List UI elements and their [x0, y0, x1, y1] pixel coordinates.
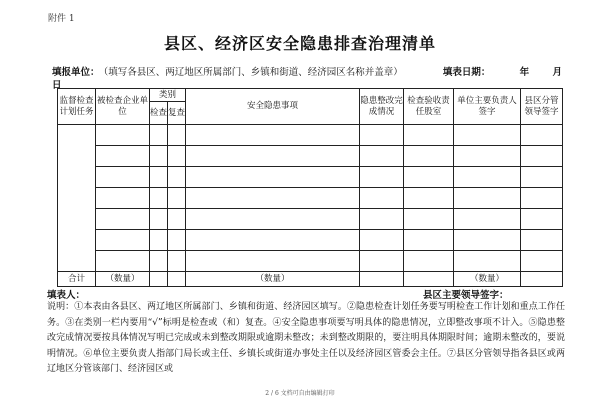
attachment-label: 附件 1: [48, 14, 75, 24]
signature-row: [47, 287, 567, 301]
total-hazard-count[interactable]: （数量）: [186, 272, 360, 287]
table-cell[interactable]: [360, 146, 404, 167]
table-cell[interactable]: [96, 230, 150, 251]
total-row: [58, 272, 563, 287]
fill-date-month: 月: [552, 67, 562, 78]
table-cell[interactable]: [404, 188, 454, 209]
table-cell[interactable]: [454, 188, 521, 209]
table-cell[interactable]: [186, 146, 360, 167]
table-cell[interactable]: [168, 230, 186, 251]
table-cell[interactable]: [360, 167, 404, 188]
filling-unit-note: （填写各县区、两辽地区所属部门、乡镇和街道、经济园区名称并盖章）: [103, 67, 403, 78]
col-unit-leader-header: 单位主要负责人签字: [454, 89, 521, 125]
table-cell[interactable]: [186, 230, 360, 251]
col-district-leader-header: 县区分管领导签字: [521, 89, 563, 125]
table-row: [58, 188, 563, 209]
filling-unit-label: 填报单位：: [52, 67, 100, 78]
table-cell[interactable]: [404, 251, 454, 272]
col-unit-header: 被检查企业单位: [96, 89, 150, 125]
table-cell[interactable]: [360, 251, 404, 272]
table-cell[interactable]: [454, 251, 521, 272]
district-leader-signature-label: 县区主要领导签字：: [423, 290, 509, 301]
table-cell[interactable]: [454, 146, 521, 167]
table-cell[interactable]: [168, 251, 186, 272]
table-cell[interactable]: [96, 167, 150, 188]
table-cell[interactable]: [168, 167, 186, 188]
table-cell[interactable]: [404, 125, 454, 146]
table-cell[interactable]: [404, 146, 454, 167]
table-row: [58, 251, 563, 272]
fill-date: [443, 64, 562, 78]
filling-unit-row: [52, 64, 562, 78]
table-row: [58, 146, 563, 167]
table-cell[interactable]: [96, 125, 150, 146]
instructions: [47, 300, 565, 378]
table-cell[interactable]: [150, 167, 168, 188]
instructions-label: 说明：: [47, 302, 75, 312]
fill-date-year: 年: [519, 67, 530, 78]
table-cell[interactable]: [150, 146, 168, 167]
table-cell[interactable]: [150, 209, 168, 230]
table-cell[interactable]: [521, 230, 563, 251]
table-cell[interactable]: [521, 167, 563, 188]
table-cell[interactable]: [521, 188, 563, 209]
page-footer: 2 / 6 文档可自由编辑打印: [265, 390, 335, 397]
table-cell[interactable]: [150, 230, 168, 251]
table-cell[interactable]: [360, 188, 404, 209]
col-recheck-header: 复查: [168, 102, 186, 125]
table-cell[interactable]: [521, 251, 563, 272]
table-row: [58, 167, 563, 188]
col-rectify-header: 隐患整改完成情况: [360, 89, 404, 125]
table-cell[interactable]: [454, 209, 521, 230]
table-cell[interactable]: [186, 251, 360, 272]
total-unit-count[interactable]: （数量）: [96, 272, 150, 287]
table-cell[interactable]: [168, 125, 186, 146]
col-category-header: 类别: [150, 89, 186, 102]
table-cell[interactable]: [186, 188, 360, 209]
col-check-header: 检查: [150, 102, 168, 125]
table-cell[interactable]: [96, 251, 150, 272]
table-row: [58, 230, 563, 251]
header-row-1: [58, 89, 563, 102]
table-row: [58, 209, 563, 230]
table-cell[interactable]: [521, 209, 563, 230]
table-cell[interactable]: [521, 125, 563, 146]
fill-date-day: 日: [52, 80, 62, 91]
table-cell[interactable]: [96, 209, 150, 230]
total-label: 合计: [58, 272, 96, 287]
table-cell[interactable]: [150, 188, 168, 209]
table-row: [58, 125, 563, 146]
task-cell[interactable]: [58, 125, 96, 272]
total-rectify-count[interactable]: （数量）: [454, 272, 521, 287]
table-cell[interactable]: [168, 272, 186, 287]
table-cell[interactable]: [360, 272, 404, 287]
table-cell[interactable]: [168, 209, 186, 230]
col-task-header: 监督检查计划任务: [58, 89, 96, 125]
table-cell[interactable]: [454, 125, 521, 146]
table-cell[interactable]: [150, 125, 168, 146]
filler-label: 填表人：: [47, 290, 86, 301]
table-cell[interactable]: [404, 272, 454, 287]
hazard-checklist-table: [57, 88, 563, 287]
table-cell[interactable]: [186, 167, 360, 188]
table-cell[interactable]: [454, 167, 521, 188]
table-cell[interactable]: [168, 188, 186, 209]
table-cell[interactable]: [150, 272, 168, 287]
table-cell[interactable]: [168, 146, 186, 167]
document-title: 县区、经济区安全隐患排查治理清单: [163, 34, 436, 53]
table-cell[interactable]: [186, 125, 360, 146]
fill-date-label: 填表日期：: [442, 67, 491, 78]
col-acceptance-header: 检查验收责任股室: [404, 89, 454, 125]
table-cell[interactable]: [404, 230, 454, 251]
instructions-text: ①本表由各县区、两辽地区所属部门、乡镇和街道、经济园区填写。②隐患检查计划任务要写明检查工作计划和重点工作任务。③在类别一栏内要用“√”标明是检查或（和）复查。④安全隐患事项要写明具体的隐患情况，立即整改事项不计入。⑤隐患整改完成情况要按具体情况写明已完成或未到整改期限或逾期未整改；未到整改期限的，要注明具体期限时间；逾期未整改的，要说明情况。⑥单位主要负责人指部门局长或主任、乡镇长或街道办事处主任以及经济园区管委会主任。⑦县区分管领导指各县区或两辽地区分管该部门、经济园区或: [47, 302, 565, 375]
table-cell[interactable]: [96, 146, 150, 167]
table-cell[interactable]: [150, 251, 168, 272]
col-hazard-header: 安全隐患事项: [186, 89, 360, 125]
table-cell[interactable]: [521, 272, 563, 287]
table-cell[interactable]: [360, 230, 404, 251]
table-cell[interactable]: [186, 209, 360, 230]
table-cell[interactable]: [360, 209, 404, 230]
table-cell[interactable]: [404, 209, 454, 230]
table-cell[interactable]: [454, 230, 521, 251]
table-cell[interactable]: [96, 188, 150, 209]
table-cell[interactable]: [521, 146, 563, 167]
table-cell[interactable]: [360, 125, 404, 146]
table-cell[interactable]: [404, 167, 454, 188]
